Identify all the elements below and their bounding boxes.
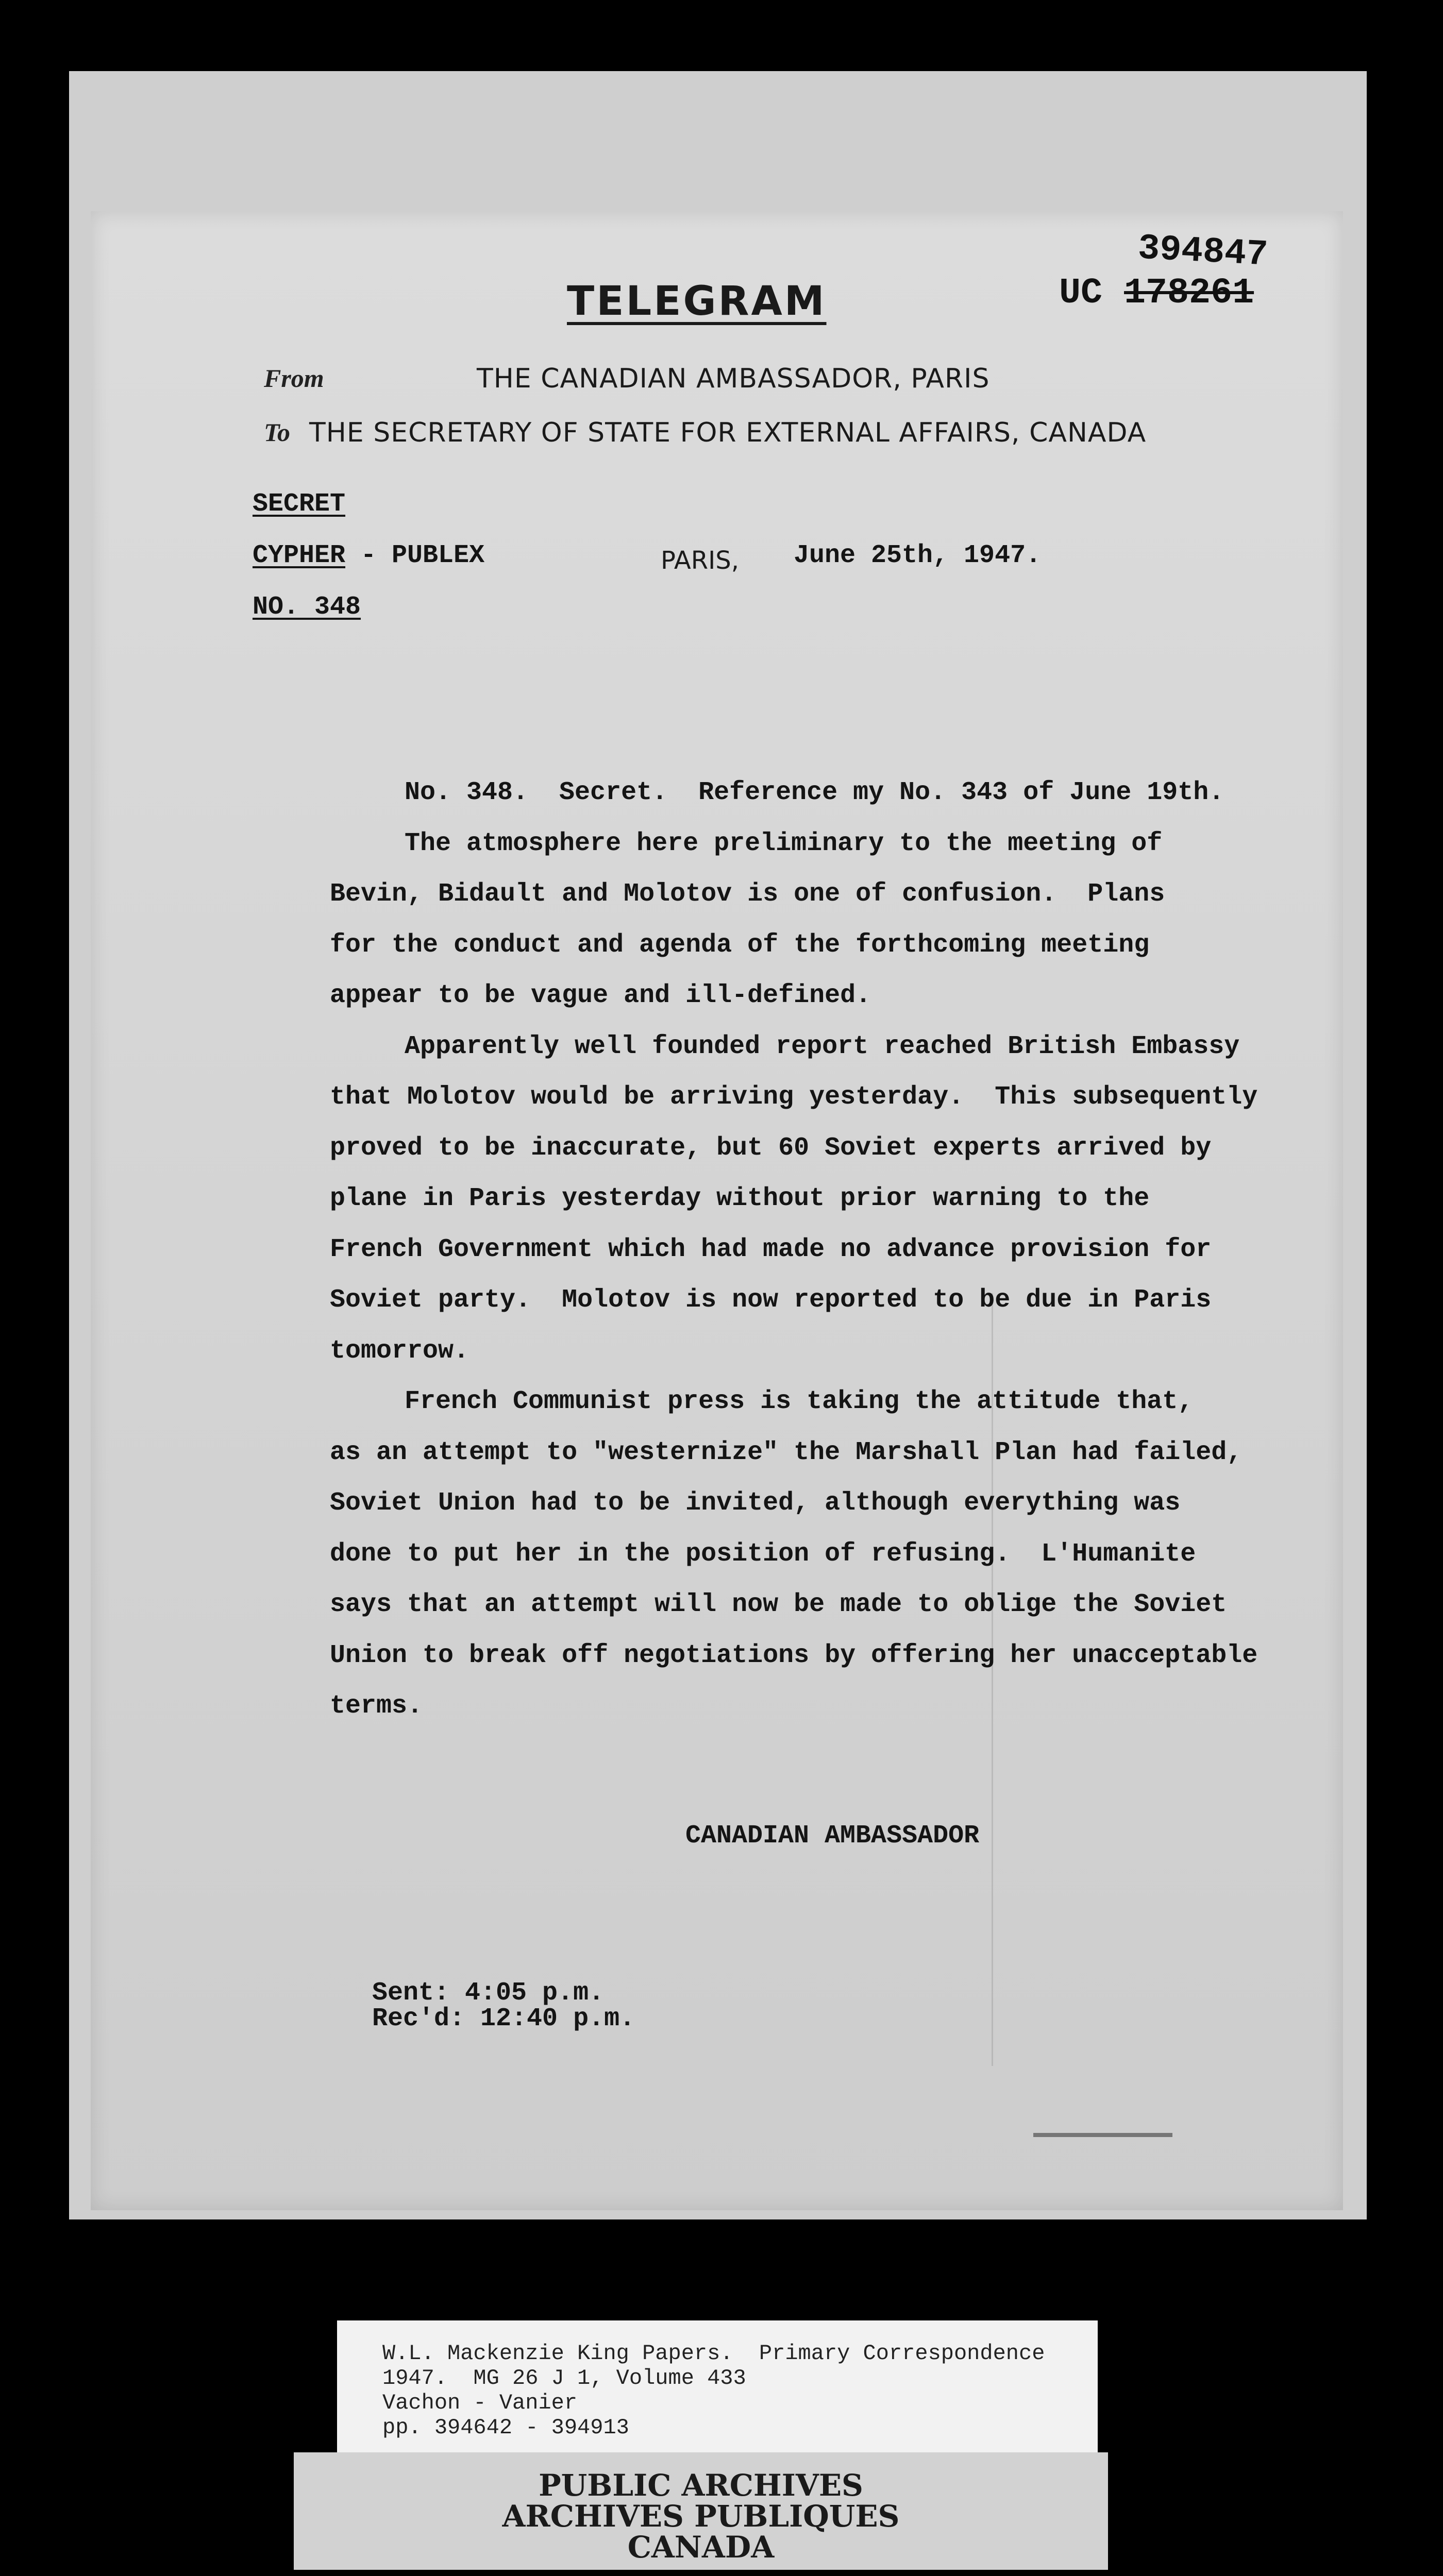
card-line-3: Vachon - Vanier bbox=[382, 2391, 578, 2415]
body-line: The atmosphere here preliminary to the meeting of bbox=[405, 828, 1163, 858]
body-line: appear to be vague and ill-defined. bbox=[330, 981, 871, 1010]
cypher-tag bbox=[253, 541, 484, 570]
body-line: that Molotov would be arriving yesterday. This subsequently bbox=[330, 1082, 1258, 1112]
body-line: No. 348. Secret. Reference my No. 343 of June 19th. bbox=[405, 778, 1224, 807]
card-line-4: pp. 394642 - 394913 bbox=[382, 2415, 629, 2440]
signature: CANADIAN AMBASSADOR bbox=[685, 1821, 980, 1851]
message-number: NO. 348 bbox=[253, 592, 361, 622]
to-label: To bbox=[264, 418, 290, 447]
received-time: Rec'd: 12:40 p.m. bbox=[372, 2004, 635, 2033]
body-line: French Communist press is taking the attitude that, bbox=[405, 1387, 1194, 1416]
body-line: done to put her in the position of refusing. L'Humanite bbox=[330, 1539, 1196, 1569]
body-line: Soviet Union had to be invited, although everything was bbox=[330, 1488, 1181, 1518]
body-line: terms. bbox=[330, 1691, 423, 1721]
cypher-separator: - bbox=[345, 541, 392, 570]
body-line: Union to break off negotiations by offering her unacceptable bbox=[330, 1640, 1258, 1670]
body-line: says that an attempt will now be made to oblige the Soviet bbox=[330, 1590, 1227, 1619]
body-line: Soviet party. Molotov is now reported to be due in Paris bbox=[330, 1285, 1212, 1315]
stamp-line-3: CANADA bbox=[627, 2530, 775, 2565]
cypher-label: CYPHER bbox=[253, 541, 346, 570]
sent-time: Sent: 4:05 p.m. bbox=[372, 1978, 605, 2008]
telegram-body bbox=[330, 768, 1309, 1732]
body-line: Apparently well founded report reached British Embassy bbox=[405, 1031, 1240, 1061]
archive-label-card bbox=[337, 2320, 1098, 2467]
stamp-line-1: PUBLIC ARCHIVES bbox=[539, 2468, 863, 2503]
card-line-2: 1947. MG 26 J 1, Volume 433 bbox=[382, 2366, 746, 2391]
body-line: proved to be inaccurate, but 60 Soviet experts arrived by bbox=[330, 1133, 1212, 1163]
archive-stamp bbox=[294, 2452, 1108, 2570]
telegram-title: TELEGRAM bbox=[567, 278, 827, 325]
archive-reference-number: 394847 bbox=[1137, 228, 1269, 276]
body-line: for the conduct and agenda of the forthcoming meeting bbox=[330, 930, 1150, 960]
body-line: tomorrow. bbox=[330, 1336, 469, 1366]
old-reference-number bbox=[1059, 273, 1254, 314]
old-reference-prefix: UC bbox=[1059, 273, 1103, 314]
body-line: plane in Paris yesterday without prior warning to the bbox=[330, 1184, 1150, 1213]
stamp-line-2: ARCHIVES PUBLIQUES bbox=[502, 2499, 900, 2534]
place-text: PARIS, bbox=[661, 546, 739, 575]
body-line: Bevin, Bidault and Molotov is one of confusion. Plans bbox=[330, 879, 1165, 909]
body-line: French Government which had made no advance provision for bbox=[330, 1234, 1212, 1264]
date-text: June 25th, 1947. bbox=[794, 541, 1042, 570]
body-line: as an attempt to "westernize" the Marshall Plan had failed, bbox=[330, 1437, 1243, 1467]
card-line-1: W.L. Mackenzie King Papers. Primary Correspondence bbox=[382, 2341, 1045, 2366]
ink-smudge bbox=[1033, 2133, 1172, 2137]
from-text: THE CANADIAN AMBASSADOR, PARIS bbox=[477, 363, 990, 394]
cypher-value: PUBLEX bbox=[392, 541, 485, 570]
old-reference-struck: 178261 bbox=[1124, 273, 1254, 314]
to-text: THE SECRETARY OF STATE FOR EXTERNAL AFFAIRS, CANADA bbox=[309, 417, 1147, 448]
from-label: From bbox=[264, 364, 324, 393]
classification-tag: SECRET bbox=[253, 489, 346, 519]
